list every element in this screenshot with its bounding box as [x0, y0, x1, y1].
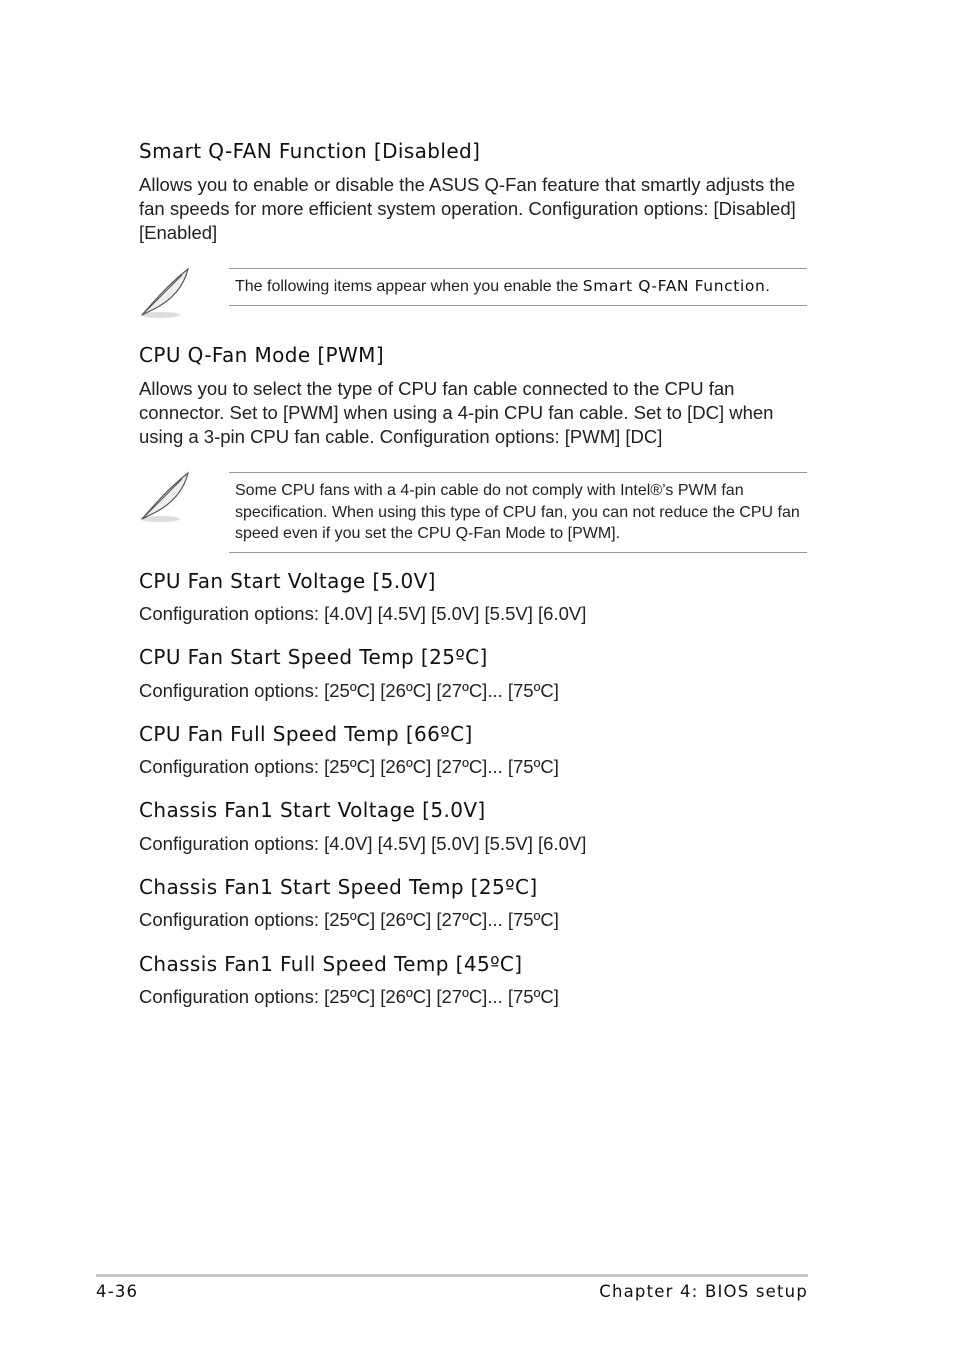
section-title: Smart Q-FAN Function [Disabled] — [139, 139, 481, 163]
section-title: CPU Q-Fan Mode [PWM] — [139, 343, 385, 367]
section-title: Chassis Fan1 Start Voltage [5.0V] — [139, 798, 486, 822]
note-emphasis: Smart Q-FAN Function — [582, 277, 766, 295]
note-text: The following items appear when you enable the — [235, 278, 583, 295]
section-body: Configuration options: [4.0V] [4.5V] [5.0V] [5.5V] [6.0V] — [139, 603, 587, 624]
note-box — [229, 268, 807, 306]
section-title: Chassis Fan1 Full Speed Temp [45ºC] — [139, 952, 523, 976]
page-number: 4-36 — [96, 1282, 139, 1301]
footer-rule — [96, 1274, 808, 1277]
section-title: CPU Fan Start Speed Temp [25ºC] — [139, 645, 488, 669]
chapter-title: Chapter 4: BIOS setup — [599, 1282, 808, 1301]
section-title: CPU Fan Full Speed Temp [66ºC] — [139, 722, 473, 746]
note-box — [229, 472, 807, 553]
section-body: Configuration options: [4.0V] [4.5V] [5.0V] [5.5V] [6.0V] — [139, 833, 587, 854]
feather-pen-icon — [138, 469, 194, 525]
section-body: Configuration options: [25ºC] [26ºC] [27ºC]... [75ºC] — [139, 680, 559, 701]
section-body: Configuration options: [25ºC] [26ºC] [27ºC]... [75ºC] — [139, 986, 559, 1007]
section-title: CPU Fan Start Voltage [5.0V] — [139, 569, 436, 593]
section-body: Configuration options: [25ºC] [26ºC] [27ºC]... [75ºC] — [139, 756, 559, 777]
note-end: . — [765, 278, 770, 295]
section-title: Chassis Fan1 Start Speed Temp [25ºC] — [139, 875, 538, 899]
note-text: Some CPU fans with a 4-pin cable do not comply with Intel®’s PWM fan specification. When using this type of CPU fan, you can not reduce the CPU fan speed even if you set the CPU Q-Fan Mode to [PWM]. — [235, 482, 800, 542]
feather-pen-icon — [138, 265, 194, 321]
section-body: Allows you to select the type of CPU fan cable connected to the CPU fan connector. Set to [PWM] when using a 4-pin CPU fan cable. Set to [DC] when using a 3-pin CPU fan cable. Configuration options: [PWM] [DC] — [139, 378, 774, 447]
section-body: Configuration options: [25ºC] [26ºC] [27ºC]... [75ºC] — [139, 909, 559, 930]
section-body: Allows you to enable or disable the ASUS Q-Fan feature that smartly adjusts the fan speeds for more efficient system operation. Configuration options: [Disabled] [Enabled] — [139, 174, 796, 243]
